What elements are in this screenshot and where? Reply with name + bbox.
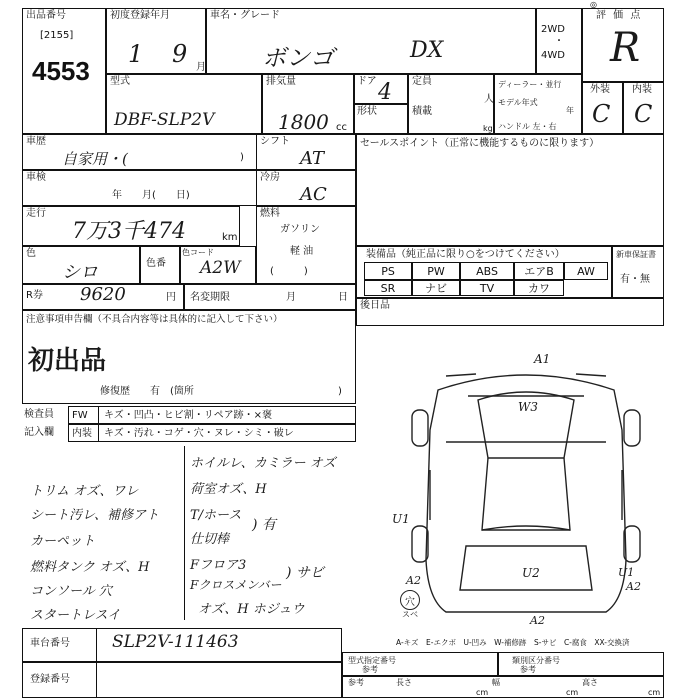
history-label: 車歴 — [26, 136, 46, 147]
ac-value: AC — [300, 184, 327, 205]
chassis-value: SLP2V-111463 — [112, 632, 239, 652]
dealer-label: ディーラー・並行 — [498, 80, 562, 89]
inspector-sep — [98, 406, 99, 442]
drive-2wd: 2WD — [541, 24, 565, 35]
car-name-label: 車名・グレード — [210, 10, 280, 21]
first-reg-year: 1 — [128, 40, 144, 68]
inspection-label: 車検 — [26, 172, 46, 183]
note-left-4: 燃料タンク オズ、H — [30, 560, 150, 575]
height-label: 高さ — [582, 678, 598, 687]
mark-hole: 穴 — [400, 590, 420, 610]
mark-sub: スベ — [402, 610, 418, 619]
color-code-label: 色番 — [146, 258, 166, 269]
mark-w3: W3 — [518, 400, 538, 414]
inspector-label1: 検査員 — [24, 409, 54, 420]
expiry-label: 名変期限 — [190, 292, 230, 303]
class-label: 類別区分番号 — [512, 656, 560, 665]
dims-row — [342, 676, 664, 698]
fuel-paren: ( ) — [270, 266, 308, 277]
model-label: 型式 — [110, 76, 130, 87]
car-name: ボンゴ — [262, 44, 334, 72]
inspector-row1-tag: FW — [72, 410, 88, 421]
note-left-5: コンソール 穴 — [30, 584, 112, 599]
rear-box — [356, 298, 664, 326]
equip-leather: カワ — [514, 280, 564, 296]
width-label: 幅 — [492, 678, 500, 687]
sales-box — [356, 134, 664, 246]
note-right-3: T/ホース — [190, 508, 242, 523]
handle-label: ハンドル 左・右 — [498, 122, 557, 131]
mark-a2-bottom: A2 — [530, 614, 545, 627]
capacity-unit: 人 — [484, 94, 494, 105]
mileage-label: 走行 — [26, 208, 46, 219]
warranty-label: 新車保証書 — [616, 250, 656, 259]
r-label: R券 — [26, 290, 43, 301]
mileage-value: 7万3千474 — [72, 219, 186, 244]
month-unit: 月 — [196, 62, 206, 73]
note-left-6: スタートレスイ — [30, 608, 121, 623]
history-value: 自家用・( — [62, 150, 128, 168]
equip-sr: SR — [364, 280, 412, 296]
mark-a2-right: A2 — [626, 580, 641, 593]
car-diagram — [386, 350, 666, 630]
rear-label: 後日品 — [360, 300, 390, 311]
yen-unit: 円 — [166, 292, 176, 303]
color-label: 色 — [26, 248, 36, 259]
load-label: 積載 — [412, 106, 432, 117]
score-value: R — [610, 25, 641, 71]
inspector-row2-tag: 内装 — [72, 428, 92, 439]
length-unit: cm — [476, 688, 489, 697]
mark-a1: A1 — [534, 352, 551, 366]
first-reg-label: 初度登録年月 — [110, 10, 170, 21]
displacement-value: 1800 — [278, 110, 329, 134]
class-ref: 参考 — [520, 665, 536, 674]
shift-label: シフト — [260, 136, 290, 147]
note-right-8: ) サビ — [286, 565, 324, 581]
score-label: 評 価 点 — [596, 10, 643, 21]
note-right-7: Fクロスメンバー — [190, 578, 282, 592]
year-unit: 年 — [566, 106, 574, 115]
fuel-label: 燃料 — [260, 208, 280, 219]
model-code: DBF-SLP2V — [114, 110, 215, 130]
expiry-day: 日 — [338, 292, 348, 303]
exterior-score: C — [592, 100, 611, 128]
cc-unit: cc — [336, 122, 347, 133]
note-right-4: 仕切棒 — [190, 532, 230, 547]
reg-row — [22, 662, 342, 698]
shape-label: 形状 — [357, 106, 377, 117]
exterior-label: 外装 — [590, 84, 610, 95]
km-unit: km — [222, 232, 238, 243]
lot-number: 4553 — [32, 56, 90, 86]
note-right-1: ホイルレ、カミラー オズ — [190, 456, 336, 471]
equip-aw: AW — [564, 262, 608, 280]
color-value: シロ — [62, 262, 98, 283]
notes-divider — [184, 446, 185, 620]
equip-navi: ナビ — [412, 280, 460, 296]
equip-pw: PW — [412, 262, 460, 280]
note-right-9: オズ、H ホジュウ — [198, 602, 305, 617]
note-left-1: トリム オズ、ワレ — [30, 484, 139, 499]
note-right-5: ) 有 — [252, 517, 276, 533]
capacity-label: 定員 — [412, 76, 432, 87]
chassis-label: 車台番号 — [30, 638, 70, 649]
height-unit: cm — [648, 688, 661, 697]
shift-value: AT — [300, 148, 325, 169]
note-left-2: シート汚レ、補修アト — [30, 508, 159, 523]
notes-label: 注意事項申告欄（不具合内容等は具体的に記入して下さい） — [26, 314, 283, 325]
sales-label: セールスポイント（正常に機能するものに限ります） — [360, 138, 600, 149]
grade: DX — [410, 38, 444, 63]
note-right-6: Fフロア3 — [190, 558, 247, 573]
model-year-label: モデル年式 — [498, 98, 538, 107]
dims-ref: 参考 — [348, 678, 364, 687]
inspector-label2: 記入欄 — [24, 427, 54, 438]
inspector-row1-text: キズ・凹凸・ヒビ割・リペア跡・×褒 — [104, 410, 272, 421]
r-value: 9620 — [80, 284, 126, 305]
lot-sub: [2155] — [40, 30, 74, 41]
warranty-value: 有・無 — [620, 274, 650, 285]
mark-u1-left: U1 — [392, 512, 410, 526]
ac-label: 冷房 — [260, 172, 280, 183]
interior-score: C — [634, 100, 653, 128]
length-label: 長さ — [396, 678, 412, 687]
doors-value: 4 — [378, 80, 392, 105]
interior-label: 内装 — [632, 84, 652, 95]
first-reg-month: 9 — [172, 40, 188, 68]
reg-label: 登録番号 — [30, 674, 70, 685]
kg-unit: kg — [483, 124, 493, 133]
mark-u1-right: U1 — [618, 566, 635, 579]
equip-ps: PS — [364, 262, 412, 280]
fuel-gas: ガソリン — [280, 224, 320, 235]
history-close: ) — [240, 152, 244, 163]
diagram-legend: A-キズ E-エクボ U-凹み W-補修跡 S-サビ C-腐食 XX-交換済 — [396, 638, 630, 647]
mark-a2-left: A2 — [406, 574, 421, 587]
fuel-diesel: 軽 油 — [290, 246, 314, 257]
lot-label: 出品番号 — [26, 10, 66, 21]
repair-close: ) — [338, 386, 342, 397]
corner-mark: ◎ — [590, 0, 597, 9]
inspector-row2-text: キズ・汚れ・コゲ・穴・ヌレ・シミ・破レ — [104, 428, 294, 439]
repair-label: 修復歴 有 (箇所 — [100, 386, 194, 397]
doors-label: ドア — [357, 76, 377, 87]
notes-value: 初出品 — [28, 346, 107, 376]
expiry-month: 月 — [286, 292, 296, 303]
equip-abs: ABS — [460, 262, 514, 280]
equip-airbag: エアB — [514, 262, 564, 280]
mark-u2: U2 — [522, 566, 540, 580]
color-code-value: A2W — [200, 258, 241, 278]
drive-dot: ・ — [554, 36, 564, 47]
drive-4wd: 4WD — [541, 50, 565, 61]
equip-label: 装備品（純正品に限り○をつけてください） — [366, 249, 565, 260]
type-cert-label: 型式指定番号 — [348, 656, 396, 665]
equip-tv: TV — [460, 280, 514, 296]
inspection-value: 年 月( 日) — [112, 190, 190, 201]
color-code2-label: 色コード — [182, 248, 214, 257]
type-cert-ref: 参考 — [362, 665, 378, 674]
width-unit: cm — [566, 688, 579, 697]
displacement-label: 排気量 — [266, 76, 296, 87]
note-right-2: 荷室オズ、H — [190, 482, 267, 497]
note-left-3: カーペット — [30, 534, 96, 549]
